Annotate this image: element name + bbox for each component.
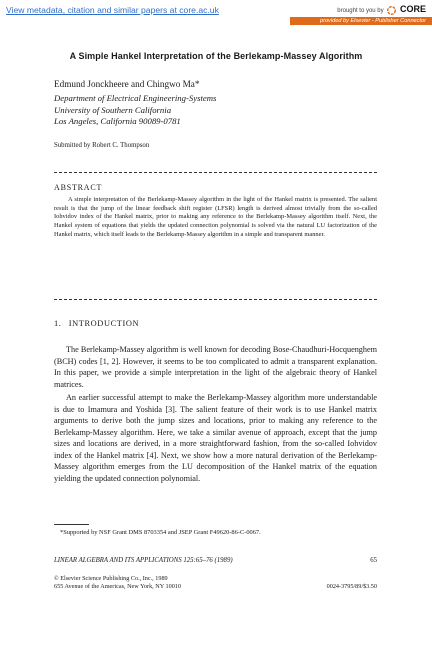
paper-title: A Simple Hankel Interpretation of the Berlekamp-Massey Algorithm <box>69 51 363 61</box>
affiliation-line: Department of Electrical Engineering-Systems <box>54 93 217 103</box>
section-number: 1. <box>54 319 62 328</box>
body-paragraph: An earlier successful attempt to make the Berlekamp-Massey algorithm more understandable is due to Imamura and Yoshida [3]. The salient feature of their work is to use Hankel matrix arguments to derive both the jump sizes and locations, prior to making any reference to the Berlekamp-Massey algorithm. Here, we take a similar avenue of approach, except that the jump sizes and locations are derived, in a more straightforward fashion, from the so-called Iohvidov index of the Hankel matrix [4]. Next, we show how a more natural derivation of the Berlekamp-Massey algorithm emerges from the LU decomposition of the Hankel matrix of the equation yielding the updated connection polynomial. <box>54 393 377 483</box>
abstract-text: A simple interpretation of the Berlekamp-Massey algorithm in the light of the Hankel matrix is presented. The salient result is that the jump of the linear feedback shift register (LFSR) length is derived almost trivially from the so-called Iohvidov index of the Hankel matrix, prior to making any reference to the Berlekamp-Massey algorithm itself. Next, the Hankel system of equations that yields the updated connection polynomial is solved via the natural LU factorization of the Hankel matrix, which itself leads to the Berlekamp-Massey algorithm in a simple and transparent manner. <box>54 196 377 238</box>
core-banner <box>0 0 432 26</box>
journal-reference <box>54 557 377 564</box>
copyright-line: © Elsevier Science Publishing Co., Inc., 1989 <box>54 575 168 582</box>
abstract-heading: ABSTRACT <box>54 183 103 192</box>
publisher-info <box>54 575 377 591</box>
page-number: 65 <box>370 557 377 564</box>
issn-code: 0024-3795/89/$3.50 <box>326 583 377 590</box>
author-affiliation <box>54 93 216 128</box>
publisher-address: 655 Avenue of the Americas, New York, NY 10010 <box>54 583 181 590</box>
affiliation-line: University of Southern California <box>54 104 172 115</box>
core-brand: CORE <box>399 4 426 14</box>
section-heading <box>54 319 139 328</box>
submitted-by: Submitted by Robert C. Thompson <box>54 142 150 149</box>
divider <box>54 299 377 300</box>
core-brought-by[interactable] <box>337 4 426 15</box>
paper-authors: Edmund Jonckheere and Chingwo Ma* <box>54 79 200 89</box>
affiliation-line: Los Angeles, California 90089-0781 <box>54 116 181 126</box>
core-logo-icon <box>387 6 396 15</box>
provider-banner[interactable]: provided by Elsevier - Publisher Connector <box>290 17 432 25</box>
footnote: *Supported by NSF Grant DMS 8703354 and JSEP Grant F49620-86-C-0067. <box>60 529 261 536</box>
footnote-rule <box>54 524 89 525</box>
journal-citation: LINEAR ALGEBRA AND ITS APPLICATIONS 125:65–76 (1989) <box>54 557 233 564</box>
section-title: INTRODUCTION <box>68 319 140 328</box>
body-paragraph: The Berlekamp-Massey algorithm is well known for decoding Bose-Chaudhuri-Hocquenghem (BCH) codes [1, 2]. However, it seems to be too complicated to admit a transparent explanation. In this paper, we provide a simple interpretation in the light of the algebraic theory of Hankel matrices. <box>54 345 377 389</box>
divider <box>54 172 377 173</box>
core-metadata-link[interactable]: View metadata, citation and similar papers at core.ac.uk <box>6 5 219 15</box>
brought-by-text: brought to you by <box>337 8 384 14</box>
